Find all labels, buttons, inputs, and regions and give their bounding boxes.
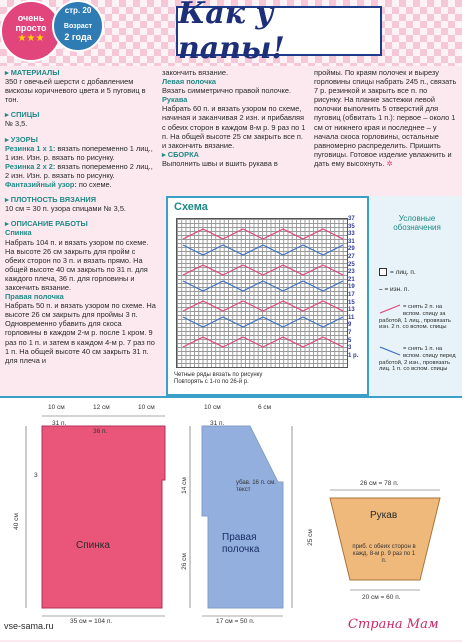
row-number: 3	[348, 345, 352, 352]
row-number: 13	[348, 307, 355, 314]
front-h2: 26 см	[180, 553, 188, 570]
chart-note-2: Повторять с 1-го по 26-й р.	[174, 379, 249, 385]
age-value: 2 года	[64, 32, 92, 42]
row-number: 31	[348, 238, 355, 245]
legend-title: Условные обозначения	[393, 214, 441, 232]
back-text: Набрать 104 п. и вязать узором по схеме. На высоте 26 см закрыть для пройм с обеих сторон по 3 п. и вязать прямо. На общей высоте 40 см закрыть по 31 п. для каждого плеча, 36 п. для горловины и закончить вязание.	[5, 237, 149, 292]
back-top-st-2: 36 п.	[93, 428, 108, 435]
assembly-text: Выполнить швы и вшить рукава в	[162, 158, 278, 168]
row-number: 25	[348, 261, 355, 268]
sleeve-text: Набрать 60 п. и вязать узором по схеме, начиная и заканчивая 2 изн. и прибавляя с обеих сторон в каждом 8-м р. 9 раз по 1 п. На общей высоте 25 см закрыть все п. и закончить вязание.	[162, 104, 306, 150]
rib22-text: Резинка 2 х 2: вязать попеременно 2 лиц., 2 изн. Изн. р. вязать по рисунку.	[5, 161, 153, 180]
front-width: 17 см = 50 п.	[216, 618, 255, 625]
back-label: Спинка	[76, 540, 110, 551]
column-2	[162, 68, 308, 168]
legend-purl: – = изн. п.	[379, 286, 410, 293]
sleeve-width: 20 см = 60 п.	[362, 594, 401, 601]
snowflake-icon: ✲	[386, 158, 393, 168]
front-text: Набрать 50 п. и вязать узором по схеме. На высоте 26 см закрыть для проймы 3 п. Одновременно убавить для скоса горловины в каждом 2-м р. после 1 кром. 9 раз по 1 п. и затем в каждом 4-м р. 7 раз по 1 п. На общей высоте 40 см закрыть 31 п. для плеча и	[5, 301, 156, 365]
work-heading: ▸ ОПИСАНИЕ РАБОТЫ	[5, 219, 88, 229]
difficulty-stars-icon: ★★★	[17, 33, 45, 44]
row-number: 11	[348, 314, 355, 321]
needles-text: № 3,5.	[5, 119, 28, 129]
row-number: 9	[348, 322, 352, 329]
back-armhole: 3	[34, 472, 38, 479]
left-front-text: Вязать симметрично правой полочке.	[162, 86, 292, 96]
zigzag-row-6	[183, 317, 343, 327]
front-top-2: 6 см	[258, 404, 272, 411]
zigzag-row-4	[183, 281, 343, 291]
needles-heading: ▸ СПИЦЫ	[5, 110, 40, 120]
patterns-heading: ▸ УЗОРЫ	[5, 134, 38, 144]
row-number: 15	[348, 299, 355, 306]
purl-symbol-icon: –	[379, 286, 383, 293]
zigzag-row-5	[183, 301, 343, 311]
legend-panel	[367, 196, 462, 396]
title-box	[176, 0, 382, 66]
chart-grid	[176, 218, 348, 368]
row-number: 7	[348, 329, 352, 336]
col2-cont: закончить вязание.	[162, 68, 228, 77]
age-badge	[52, 0, 104, 52]
sleeve-note: приб. с обеих сторон в кажд. 8-м р. 9 раз по 1 п.	[352, 544, 416, 564]
page-number: стр. 20	[64, 6, 92, 15]
cross-right-icon	[379, 346, 401, 356]
materials-heading: ▸ МАТЕРИАЛЫ	[5, 68, 60, 77]
page-title: Как у папы!	[178, 0, 285, 66]
row-number: 35	[348, 223, 355, 230]
cross-left-icon	[379, 304, 401, 314]
site-url: vse-sama.ru	[4, 621, 54, 631]
front-st: 31 п.	[210, 420, 225, 427]
back-top-2: 12 см	[93, 404, 110, 411]
pattern-diagrams	[0, 396, 462, 640]
row-number: 5	[348, 337, 352, 344]
legend-knit: = лиц. п.	[379, 268, 416, 276]
column-3	[314, 68, 457, 168]
row-number: 19	[348, 284, 355, 291]
zigzag-row-2	[183, 245, 343, 255]
row-number: 37	[348, 216, 355, 222]
left-front-heading: Левая полочка	[162, 77, 217, 87]
row-number: 21	[348, 276, 355, 283]
column-1	[5, 68, 157, 365]
fancy-text: Фантазийный узор: по схеме.	[5, 180, 112, 190]
legend-cross2: = снять 1 п. на вспом. спицу перед работой, 2 изн., провязать лиц. 1 п. со вспом. спицы	[379, 346, 456, 373]
zigzag-row-7	[183, 337, 343, 347]
front-label: Правая полочка	[222, 532, 260, 555]
back-height: 40 см	[12, 513, 20, 530]
sleeve-heading: Рукава	[162, 95, 188, 105]
front-note: убав. 16 п. см. текст	[236, 480, 276, 493]
materials-text: 350 г овечьей шерсти с добавлением вискозы коричневого цвета и 5 пуговиц в тон.	[5, 77, 146, 105]
back-shape	[42, 426, 165, 608]
difficulty-label: очень просто	[15, 13, 47, 33]
row-number: 23	[348, 269, 355, 276]
front-top-1: 10 см	[204, 404, 221, 411]
back-heading: Спинка	[5, 228, 32, 238]
chart-notes	[174, 372, 262, 386]
density-heading: ▸ ПЛОТНОСТЬ ВЯЗАНИЯ	[5, 195, 97, 205]
rib11-text: Резинка 1 х 1: вязать попеременно 1 лиц., 1 изн. Изн. р. вязать по рисунку.	[5, 143, 153, 162]
assembly-heading: ▸ СБОРКА	[162, 149, 199, 159]
back-top-st-1: 31 п.	[52, 420, 67, 427]
density-text: 10 см = 30 п. узора спицами № 3,5.	[5, 204, 126, 214]
sleeve-top: 26 см = 78 п.	[360, 480, 399, 487]
chart-row-numbers	[348, 216, 358, 360]
row-number: 1 р.	[348, 352, 359, 359]
row-number: 33	[348, 231, 355, 238]
legend-cross1: = снять 2 п. на вспом. спицу за работой, 1 лиц., провязать изн. 2 п. со вспом. спицы	[379, 304, 451, 331]
back-top-1: 10 см	[48, 404, 65, 411]
chart-note-1: Четные ряды вязать по рисунку	[174, 372, 263, 378]
row-number: 27	[348, 253, 355, 260]
front-shape	[202, 426, 283, 608]
back-top-3: 10 см	[138, 404, 155, 411]
brand-logo: Страна Мам	[348, 617, 439, 632]
chart-symbols	[177, 219, 347, 367]
sleeve-height: 25 см	[306, 529, 314, 546]
knit-symbol-icon	[379, 268, 387, 276]
chart-title: Схема	[174, 201, 208, 213]
row-number: 17	[348, 291, 355, 298]
back-width: 35 см = 104 п.	[70, 618, 113, 625]
zigzag-row-1	[183, 229, 343, 239]
row-number: 29	[348, 246, 355, 253]
sleeve-label: Рукав	[370, 510, 398, 521]
age-label: Возраст	[63, 23, 93, 30]
front-heading: Правая полочка	[5, 292, 64, 302]
zigzag-row-3	[183, 265, 343, 275]
col3-text: проймы. По краям полочек и вырезу горловины спицы набрать 245 п., связать 7 р. резинкой и закрыть все п. по рисунку. На планке застежки левой полочки выполнить 5 отверстий для пуговиц (обвитать 1 п.): первое – около 1 см от нижнего края и последнее – у начала скоса горловины, остальные равномерно распределить. Пришить пуговицы. Готовое изделие увлажнить и дать ему высохнуть. ✲	[314, 68, 457, 168]
front-h1: 14 см	[180, 477, 188, 494]
